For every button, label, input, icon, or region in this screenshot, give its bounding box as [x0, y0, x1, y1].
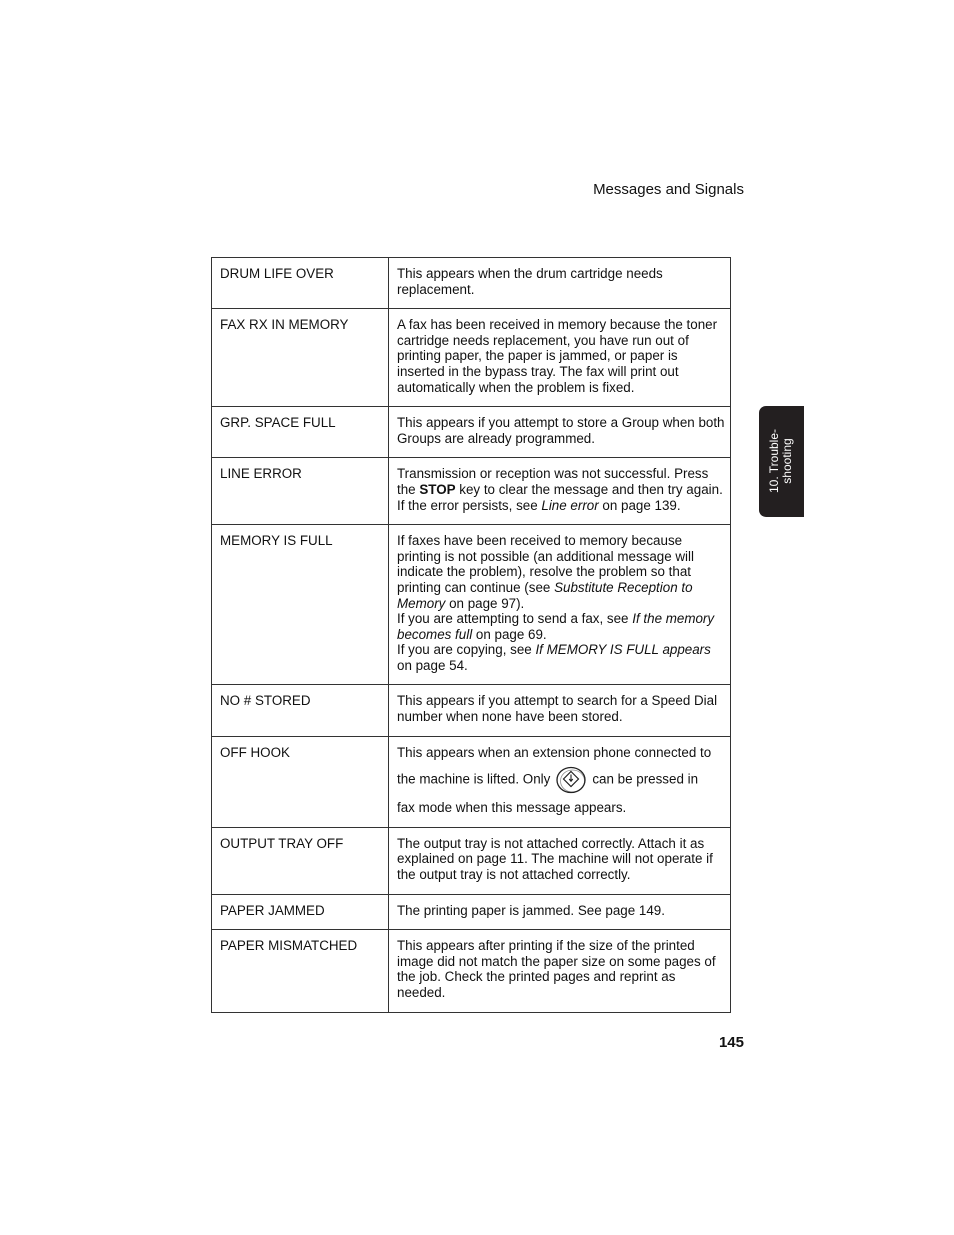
messages-table: [211, 257, 731, 1013]
message-code: PAPER JAMMED: [212, 894, 389, 930]
page-header-title: Messages and Signals: [593, 181, 744, 198]
cross-reference: Substitute Reception to Memory: [397, 579, 693, 611]
message-code: GRP. SPACE FULL: [212, 407, 389, 458]
message-code: OFF HOOK: [212, 736, 389, 827]
table-row: [212, 930, 731, 1012]
message-description: If faxes have been received to memory because printing is not possible (an additional message will indicate the problem), resolve the problem so that printing can continue (see Substitute Reception to Memory on page 97). If you are attempting to send a fax, see If the memory becomes full on page 69. If you are copying, see If MEMORY IS FULL appears on page 54.: [389, 525, 731, 685]
start-key-icon: [556, 766, 586, 794]
message-description: A fax has been received in memory because the toner cartridge needs replacement, you have run out of printing paper, the paper is jammed, or paper is inserted in the bypass tray. The fax will print out automatically when the problem is fixed.: [389, 309, 731, 407]
message-code: MEMORY IS FULL: [212, 525, 389, 685]
cross-reference: If MEMORY IS FULL appears: [535, 642, 711, 658]
table-row: [212, 736, 731, 827]
stop-key-label: STOP: [419, 481, 456, 497]
message-code: LINE ERROR: [212, 458, 389, 525]
table-row: [212, 258, 731, 309]
table-row: [212, 525, 731, 685]
message-description: The printing paper is jammed. See page 149.: [389, 894, 731, 930]
table-row: [212, 827, 731, 894]
table-row: [212, 894, 731, 930]
message-code: PAPER MISMATCHED: [212, 930, 389, 1012]
table-row: [212, 407, 731, 458]
page-number: 145: [718, 1034, 744, 1051]
message-description: The output tray is not attached correctly. Attach it as explained on page 11. The machine will not operate if the output tray is not attached correctly.: [389, 827, 731, 894]
message-description: This appears if you attempt to store a Group when both Groups are already programmed.: [389, 407, 731, 458]
message-description: This appears after printing if the size of the printed image did not match the paper size on some pages of the job. Check the printed pages and reprint as needed.: [389, 930, 731, 1012]
cross-reference: Line error: [541, 497, 599, 513]
message-code: OUTPUT TRAY OFF: [212, 827, 389, 894]
chapter-tab[interactable]: [759, 406, 804, 517]
message-description: Transmission or reception was not successful. Press the STOP key to clear the message and then try again. If the error persists, see Line error on page 139.: [389, 458, 731, 525]
message-code: DRUM LIFE OVER: [212, 258, 389, 309]
message-code: FAX RX IN MEMORY: [212, 309, 389, 407]
chapter-tab-label: 10. Trouble- shooting: [767, 428, 794, 494]
table-row: [212, 458, 731, 525]
table-row: [212, 309, 731, 407]
message-code: NO # STORED: [212, 685, 389, 736]
table-row: [212, 685, 731, 736]
message-description: This appears when an extension phone connected to the machine is lifted. Only can be pressed in fax mode when this message appears.: [389, 736, 731, 827]
cross-reference: If the memory becomes full: [397, 611, 715, 642]
message-description: This appears if you attempt to search for a Speed Dial number when none have been stored.: [389, 685, 731, 736]
message-description: This appears when the drum cartridge needs replacement.: [389, 258, 731, 309]
